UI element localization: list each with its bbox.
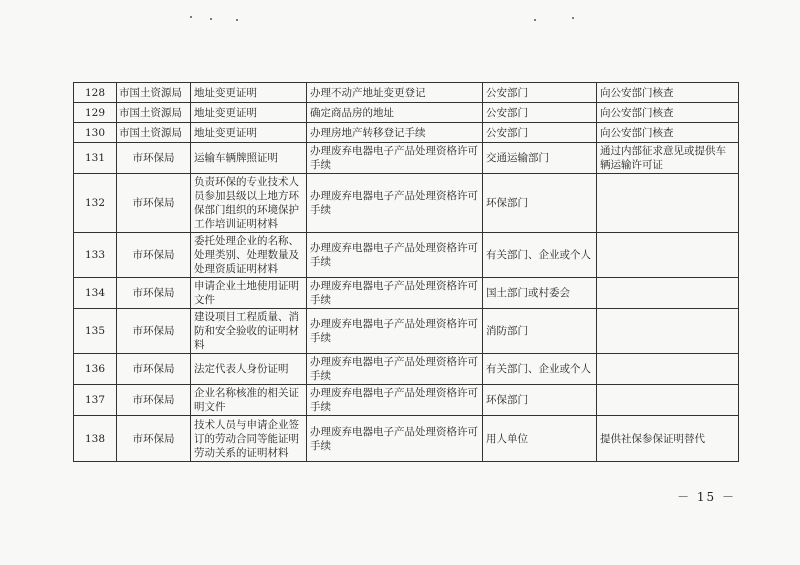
scan-speck <box>534 19 536 21</box>
row-remark <box>597 174 739 233</box>
table-row <box>74 309 739 354</box>
row-remark: 通过内部征求意见或提供车辆运输许可证 <box>597 143 739 174</box>
table-row <box>74 354 739 385</box>
row-department: 市环保局 <box>117 354 191 385</box>
scan-speck <box>190 16 192 18</box>
scan-specks <box>0 14 800 24</box>
row-number: 131 <box>74 143 117 174</box>
row-remark <box>597 233 739 278</box>
row-issuer: 公安部门 <box>483 123 597 143</box>
row-number: 136 <box>74 354 117 385</box>
table-row <box>74 123 739 143</box>
row-issuer: 有关部门、企业或个人 <box>483 354 597 385</box>
row-department: 市国土资源局 <box>117 123 191 143</box>
row-department: 市环保局 <box>117 233 191 278</box>
row-certificate: 地址变更证明 <box>191 123 307 143</box>
row-remark <box>597 385 739 416</box>
row-certificate: 技术人员与申请企业签订的劳动合同等能证明劳动关系的证明材料 <box>191 416 307 462</box>
table-row <box>74 416 739 462</box>
row-remark <box>597 354 739 385</box>
row-department: 市环保局 <box>117 278 191 309</box>
table-row <box>74 278 739 309</box>
row-matter: 办理不动产地址变更登记 <box>307 83 483 103</box>
row-number: 128 <box>74 83 117 103</box>
table-row <box>74 143 739 174</box>
row-matter: 办理废弃电器电子产品处理资格许可手续 <box>307 309 483 354</box>
table-row <box>74 233 739 278</box>
page-number: － 15 － <box>677 490 736 504</box>
row-number: 137 <box>74 385 117 416</box>
row-issuer: 环保部门 <box>483 385 597 416</box>
table-row <box>74 174 739 233</box>
row-department: 市国土资源局 <box>117 103 191 123</box>
row-remark <box>597 309 739 354</box>
row-matter: 办理废弃电器电子产品处理资格许可手续 <box>307 143 483 174</box>
row-number: 135 <box>74 309 117 354</box>
row-issuer: 公安部门 <box>483 103 597 123</box>
row-number: 134 <box>74 278 117 309</box>
row-matter: 办理废弃电器电子产品处理资格许可手续 <box>307 354 483 385</box>
row-certificate: 负责环保的专业技术人员参加县级以上地方环保部门组织的环境保护工作培训证明材料 <box>191 174 307 233</box>
row-remark: 向公安部门核查 <box>597 103 739 123</box>
row-remark: 提供社保参保证明替代 <box>597 416 739 462</box>
table-body <box>74 83 739 462</box>
row-department: 市环保局 <box>117 174 191 233</box>
row-number: 133 <box>74 233 117 278</box>
row-certificate: 法定代表人身份证明 <box>191 354 307 385</box>
row-certificate: 地址变更证明 <box>191 83 307 103</box>
row-remark: 向公安部门核查 <box>597 123 739 143</box>
row-number: 132 <box>74 174 117 233</box>
row-number: 130 <box>74 123 117 143</box>
row-matter: 办理废弃电器电子产品处理资格许可手续 <box>307 385 483 416</box>
scan-speck <box>572 17 574 19</box>
row-certificate: 地址变更证明 <box>191 103 307 123</box>
row-department: 市环保局 <box>117 385 191 416</box>
row-issuer: 用人单位 <box>483 416 597 462</box>
row-matter: 办理废弃电器电子产品处理资格许可手续 <box>307 233 483 278</box>
row-issuer: 公安部门 <box>483 83 597 103</box>
table-row <box>74 103 739 123</box>
certificate-table <box>73 82 739 462</box>
scan-speck <box>210 18 212 20</box>
row-matter: 办理废弃电器电子产品处理资格许可手续 <box>307 278 483 309</box>
row-issuer: 交通运输部门 <box>483 143 597 174</box>
row-remark <box>597 278 739 309</box>
row-matter: 办理废弃电器电子产品处理资格许可手续 <box>307 174 483 233</box>
row-department: 市环保局 <box>117 309 191 354</box>
table-row <box>74 83 739 103</box>
row-certificate: 建设项目工程质量、消防和安全验收的证明材料 <box>191 309 307 354</box>
row-issuer: 环保部门 <box>483 174 597 233</box>
row-remark: 向公安部门核查 <box>597 83 739 103</box>
row-certificate: 运输车辆牌照证明 <box>191 143 307 174</box>
scan-speck <box>236 19 238 21</box>
row-department: 市国土资源局 <box>117 83 191 103</box>
row-issuer: 有关部门、企业或个人 <box>483 233 597 278</box>
row-department: 市环保局 <box>117 416 191 462</box>
row-issuer: 消防部门 <box>483 309 597 354</box>
row-certificate: 委托处理企业的名称、处理类别、处理数量及处理资质证明材料 <box>191 233 307 278</box>
row-department: 市环保局 <box>117 143 191 174</box>
row-certificate: 申请企业土地使用证明文件 <box>191 278 307 309</box>
table-row <box>74 385 739 416</box>
row-matter: 办理废弃电器电子产品处理资格许可手续 <box>307 416 483 462</box>
row-number: 129 <box>74 103 117 123</box>
row-certificate: 企业名称核准的相关证明文件 <box>191 385 307 416</box>
row-matter: 办理房地产转移登记手续 <box>307 123 483 143</box>
row-matter: 确定商品房的地址 <box>307 103 483 123</box>
row-number: 138 <box>74 416 117 462</box>
row-issuer: 国土部门或村委会 <box>483 278 597 309</box>
